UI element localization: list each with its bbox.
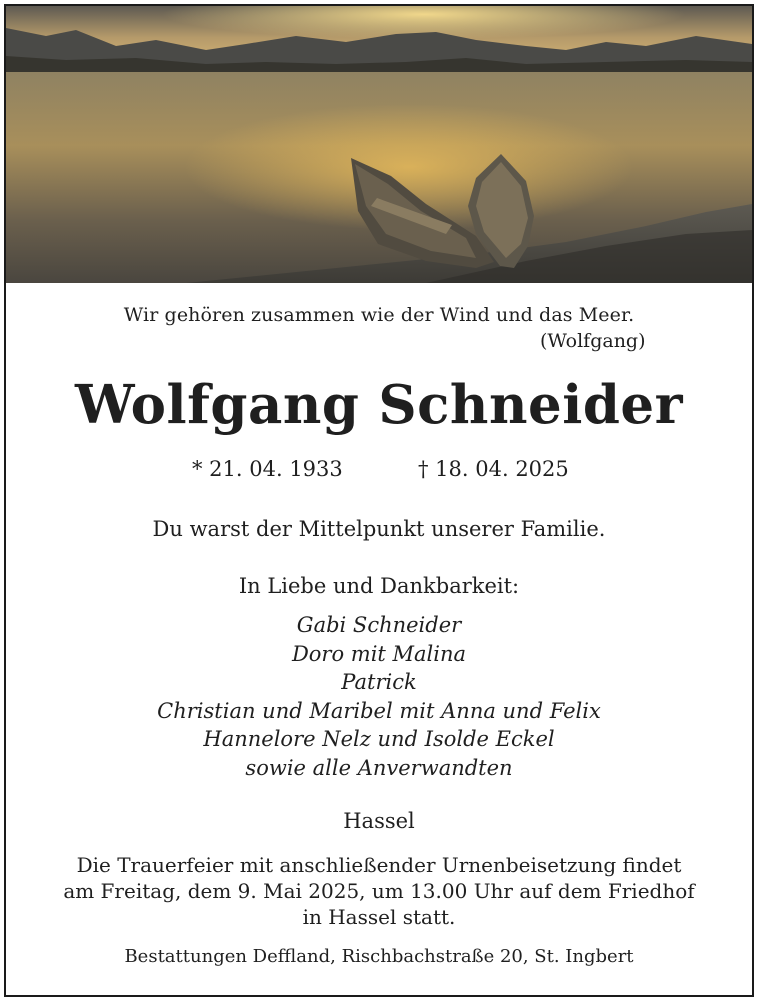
quote-author: (Wolfgang): [540, 330, 646, 352]
service-line: Die Trauerfeier mit anschließender Urnenbeisetzung findet: [76, 853, 682, 877]
deceased-name: Wolfgang Schneider: [74, 374, 684, 436]
mourners-list: [6, 611, 752, 782]
lake-boats-photo: [6, 6, 752, 283]
place: Hassel: [343, 809, 415, 833]
mourner: sowie alle Anverwandten: [245, 755, 513, 780]
death-date: † 18. 04. 2025: [418, 457, 569, 481]
service-line: am Freitag, dem 9. Mai 2025, um 13.00 Uhr auf dem Friedhof: [63, 879, 695, 903]
tagline: Du warst der Mittelpunkt unserer Familie.: [152, 517, 606, 541]
mourner: Patrick: [341, 670, 417, 694]
mourner: Doro mit Malina: [291, 641, 467, 666]
mourner: Gabi Schneider: [296, 613, 462, 637]
service-line: in Hassel statt.: [302, 905, 456, 929]
birth-date: * 21. 04. 1933: [192, 457, 343, 481]
mourner: Hannelore Nelz und Isolde Eckel: [203, 727, 555, 751]
mourner: Christian und Maribel mit Anna und Felix: [157, 698, 601, 723]
undertaker-info: Bestattungen Deffland, Rischbachstraße 20, St. Ingbert: [124, 946, 634, 967]
quote-text: Wir gehören zusammen wie der Wind und das Meer.: [123, 304, 635, 326]
obituary-notice: [4, 4, 754, 997]
service-info: [6, 852, 752, 930]
dedication: In Liebe und Dankbarkeit:: [238, 574, 520, 598]
